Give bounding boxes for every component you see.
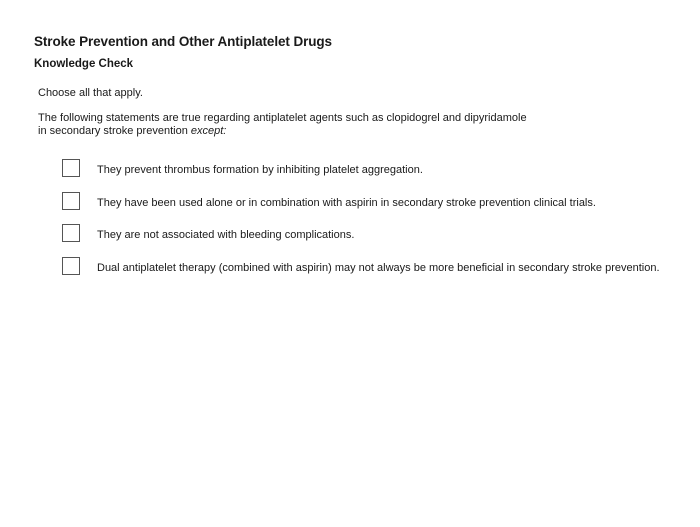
- answer-options: [62, 159, 692, 289]
- answer-option-label[interactable]: They have been used alone or in combination with aspirin in secondary stroke prevention clinical trials.: [97, 196, 596, 209]
- page-title: Stroke Prevention and Other Antiplatelet Drugs: [34, 34, 332, 49]
- checkbox[interactable]: [62, 159, 80, 177]
- question-line-1: The following statements are true regarding antiplatelet agents such as clopidogrel and dipyridamole: [38, 112, 527, 124]
- quiz-instruction: Choose all that apply.: [38, 87, 143, 99]
- checkbox[interactable]: [62, 224, 80, 242]
- answer-option-label[interactable]: Dual antiplatelet therapy (combined with aspirin) may not always be more beneficial in secondary stroke prevention.: [97, 261, 660, 274]
- answer-option-label[interactable]: They prevent thrombus formation by inhibiting platelet aggregation.: [97, 164, 423, 176]
- answer-option[interactable]: [62, 257, 692, 277]
- question-line-2: [38, 125, 527, 138]
- question-emphasis: except:: [190, 125, 227, 137]
- section-title: Knowledge Check: [34, 58, 134, 70]
- question-text: [38, 112, 527, 138]
- answer-option[interactable]: [62, 224, 692, 244]
- answer-option[interactable]: [62, 192, 692, 212]
- checkbox[interactable]: [62, 257, 80, 275]
- answer-option[interactable]: [62, 159, 692, 179]
- checkbox[interactable]: [62, 192, 80, 210]
- answer-option-label[interactable]: They are not associated with bleeding complications.: [97, 229, 355, 241]
- question-line-2-prefix: in secondary stroke prevention: [38, 125, 191, 137]
